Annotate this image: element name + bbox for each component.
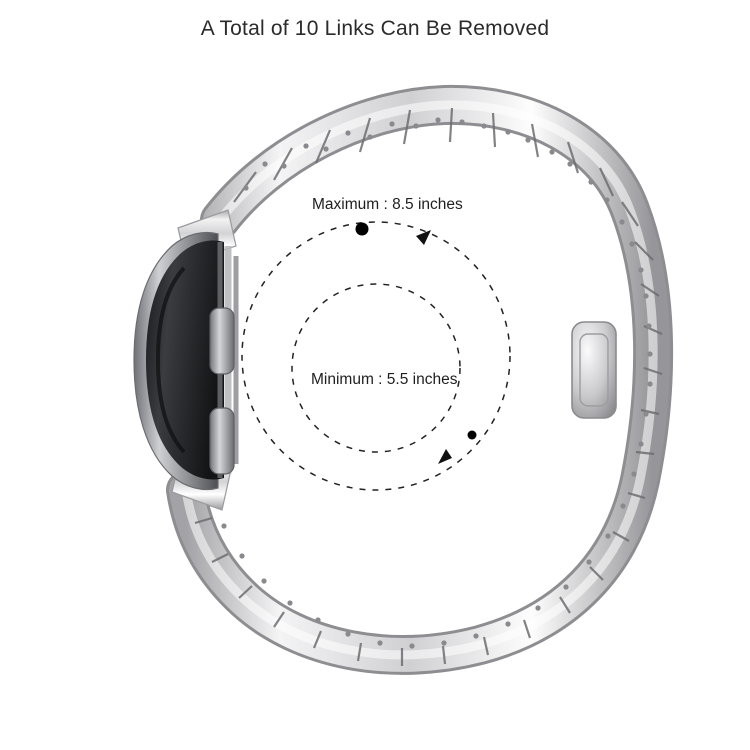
- minimum-arrow: [438, 449, 452, 464]
- maximum-size-circle: [242, 222, 510, 490]
- minimum-marker-dot: [468, 431, 477, 440]
- maximum-arrow: [416, 230, 431, 245]
- minimum-size-label: Minimum : 5.5 inches: [311, 371, 458, 388]
- maximum-marker-dot: [356, 223, 369, 236]
- maximum-size-label: Maximum : 8.5 inches: [312, 196, 463, 213]
- page-title: A Total of 10 Links Can Be Removed: [200, 17, 550, 40]
- minimum-size-circle: [292, 284, 460, 452]
